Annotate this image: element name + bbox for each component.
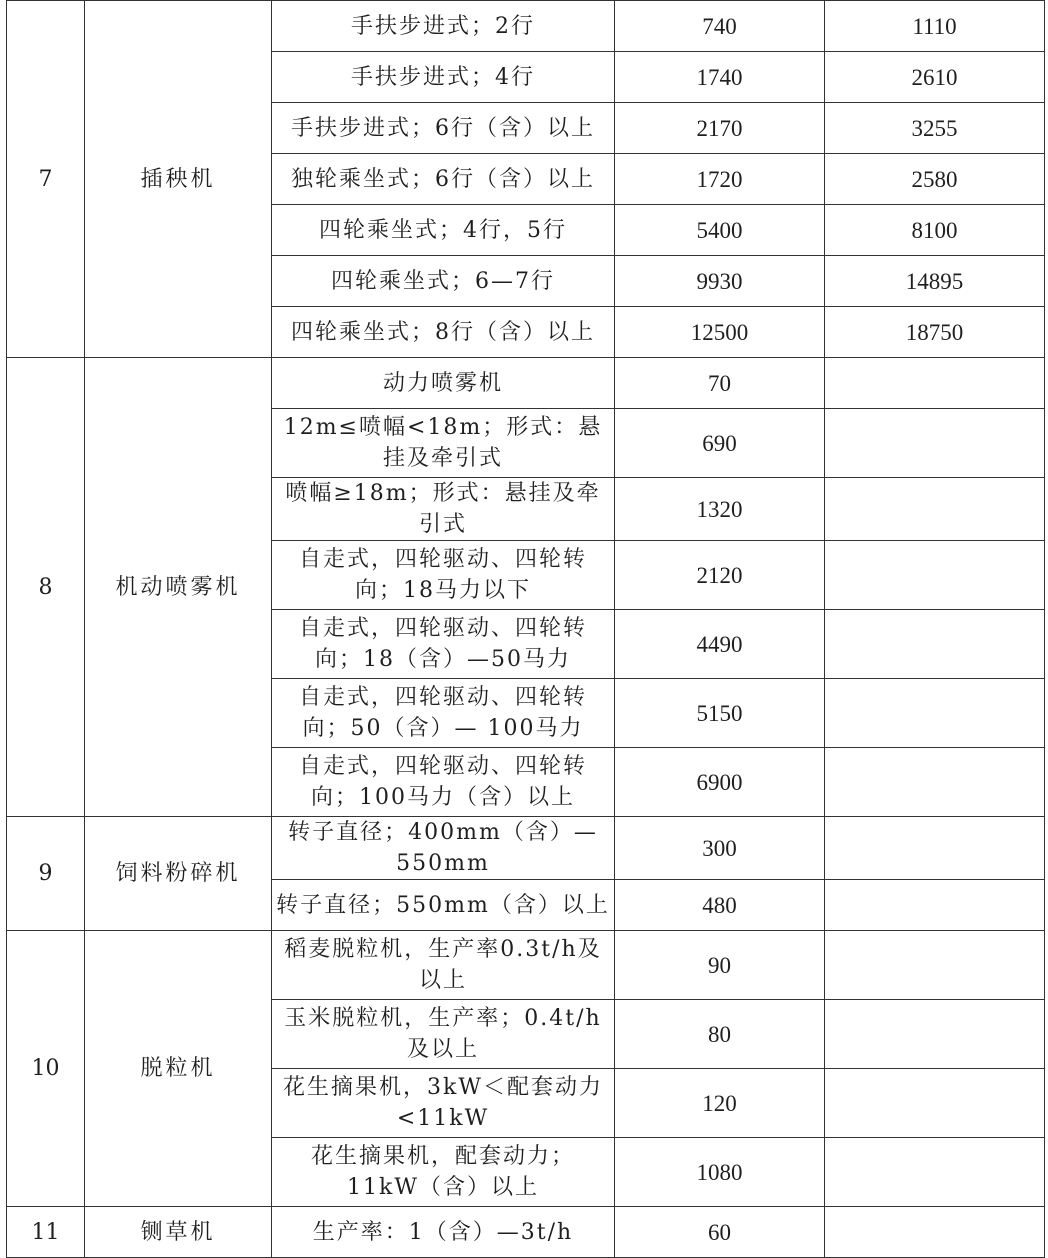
amount-cell-2: 2580 [825,154,1045,205]
spec-cell: 生产率：1（含）—3t/h [272,1207,615,1258]
spec-cell: 花生摘果机，配套动力；11kW（含）以上 [272,1138,615,1207]
amount-cell: 740 [615,1,825,52]
subsidy-table [6,0,1045,1258]
amount-cell: 300 [615,817,825,880]
amount-cell: 1720 [615,154,825,205]
spec-cell: 手扶步进式；4行 [272,52,615,103]
amount-cell: 5150 [615,679,825,748]
amount-cell-2 [825,409,1045,478]
spec-cell: 四轮乘坐式；6—7行 [272,256,615,307]
spec-cell: 自走式，四轮驱动、四轮转向；18马力以下 [272,541,615,610]
amount-cell: 6900 [615,748,825,817]
amount-cell: 690 [615,409,825,478]
spec-cell: 手扶步进式；2行 [272,1,615,52]
machine-name: 铡草机 [85,1207,272,1258]
amount-cell: 60 [615,1207,825,1258]
spec-cell: 动力喷雾机 [272,358,615,409]
amount-cell: 1320 [615,478,825,541]
table-row [7,931,1045,1000]
table-row [7,358,1045,409]
spec-cell: 稻麦脱粒机，生产率0.3t/h及以上 [272,931,615,1000]
amount-cell-2 [825,610,1045,679]
amount-cell: 1080 [615,1138,825,1207]
spec-cell: 玉米脱粒机，生产率；0.4t/h及以上 [272,1000,615,1069]
amount-cell-2: 1110 [825,1,1045,52]
item-number: 10 [7,931,85,1207]
machine-name: 饲料粉碎机 [85,817,272,931]
spec-cell: 转子直径；550mm（含）以上 [272,880,615,931]
amount-cell-2 [825,358,1045,409]
spec-cell: 花生摘果机，3kW＜配套动力<11kW [272,1069,615,1138]
amount-cell-2: 3255 [825,103,1045,154]
spec-cell: 12m≤喷幅<18m；形式：悬挂及牵引式 [272,409,615,478]
amount-cell: 80 [615,1000,825,1069]
table-row [7,1,1045,52]
spec-cell: 独轮乘坐式；6行（含）以上 [272,154,615,205]
item-number: 8 [7,358,85,817]
amount-cell-2 [825,931,1045,1000]
spec-cell: 自走式，四轮驱动、四轮转向；18（含）—50马力 [272,610,615,679]
amount-cell: 2170 [615,103,825,154]
spec-cell: 自走式，四轮驱动、四轮转向；50（含）— 100马力 [272,679,615,748]
machine-name: 插秧机 [85,1,272,358]
amount-cell: 12500 [615,307,825,358]
spec-cell: 转子直径；400mm（含）—550mm [272,817,615,880]
amount-cell-2: 8100 [825,205,1045,256]
amount-cell: 1740 [615,52,825,103]
amount-cell: 2120 [615,541,825,610]
amount-cell: 480 [615,880,825,931]
item-number: 11 [7,1207,85,1258]
spec-cell: 手扶步进式；6行（含）以上 [272,103,615,154]
amount-cell-2 [825,679,1045,748]
amount-cell: 70 [615,358,825,409]
amount-cell-2 [825,748,1045,817]
machine-name: 机动喷雾机 [85,358,272,817]
table-row [7,1207,1045,1258]
amount-cell-2 [825,478,1045,541]
spec-cell: 四轮乘坐式；8行（含）以上 [272,307,615,358]
amount-cell: 9930 [615,256,825,307]
amount-cell-2 [825,541,1045,610]
amount-cell-2 [825,817,1045,880]
amount-cell: 90 [615,931,825,1000]
table-row [7,817,1045,880]
spec-cell: 自走式，四轮驱动、四轮转向；100马力（含）以上 [272,748,615,817]
amount-cell: 5400 [615,205,825,256]
amount-cell-2 [825,1207,1045,1258]
item-number: 9 [7,817,85,931]
amount-cell-2: 2610 [825,52,1045,103]
amount-cell-2: 14895 [825,256,1045,307]
amount-cell-2 [825,1000,1045,1069]
amount-cell-2 [825,1069,1045,1138]
amount-cell: 120 [615,1069,825,1138]
spec-cell: 喷幅≥18m；形式：悬挂及牵引式 [272,478,615,541]
amount-cell-2 [825,1138,1045,1207]
amount-cell: 4490 [615,610,825,679]
amount-cell-2: 18750 [825,307,1045,358]
item-number: 7 [7,1,85,358]
amount-cell-2 [825,880,1045,931]
spec-cell: 四轮乘坐式；4行，5行 [272,205,615,256]
machine-name: 脱粒机 [85,931,272,1207]
